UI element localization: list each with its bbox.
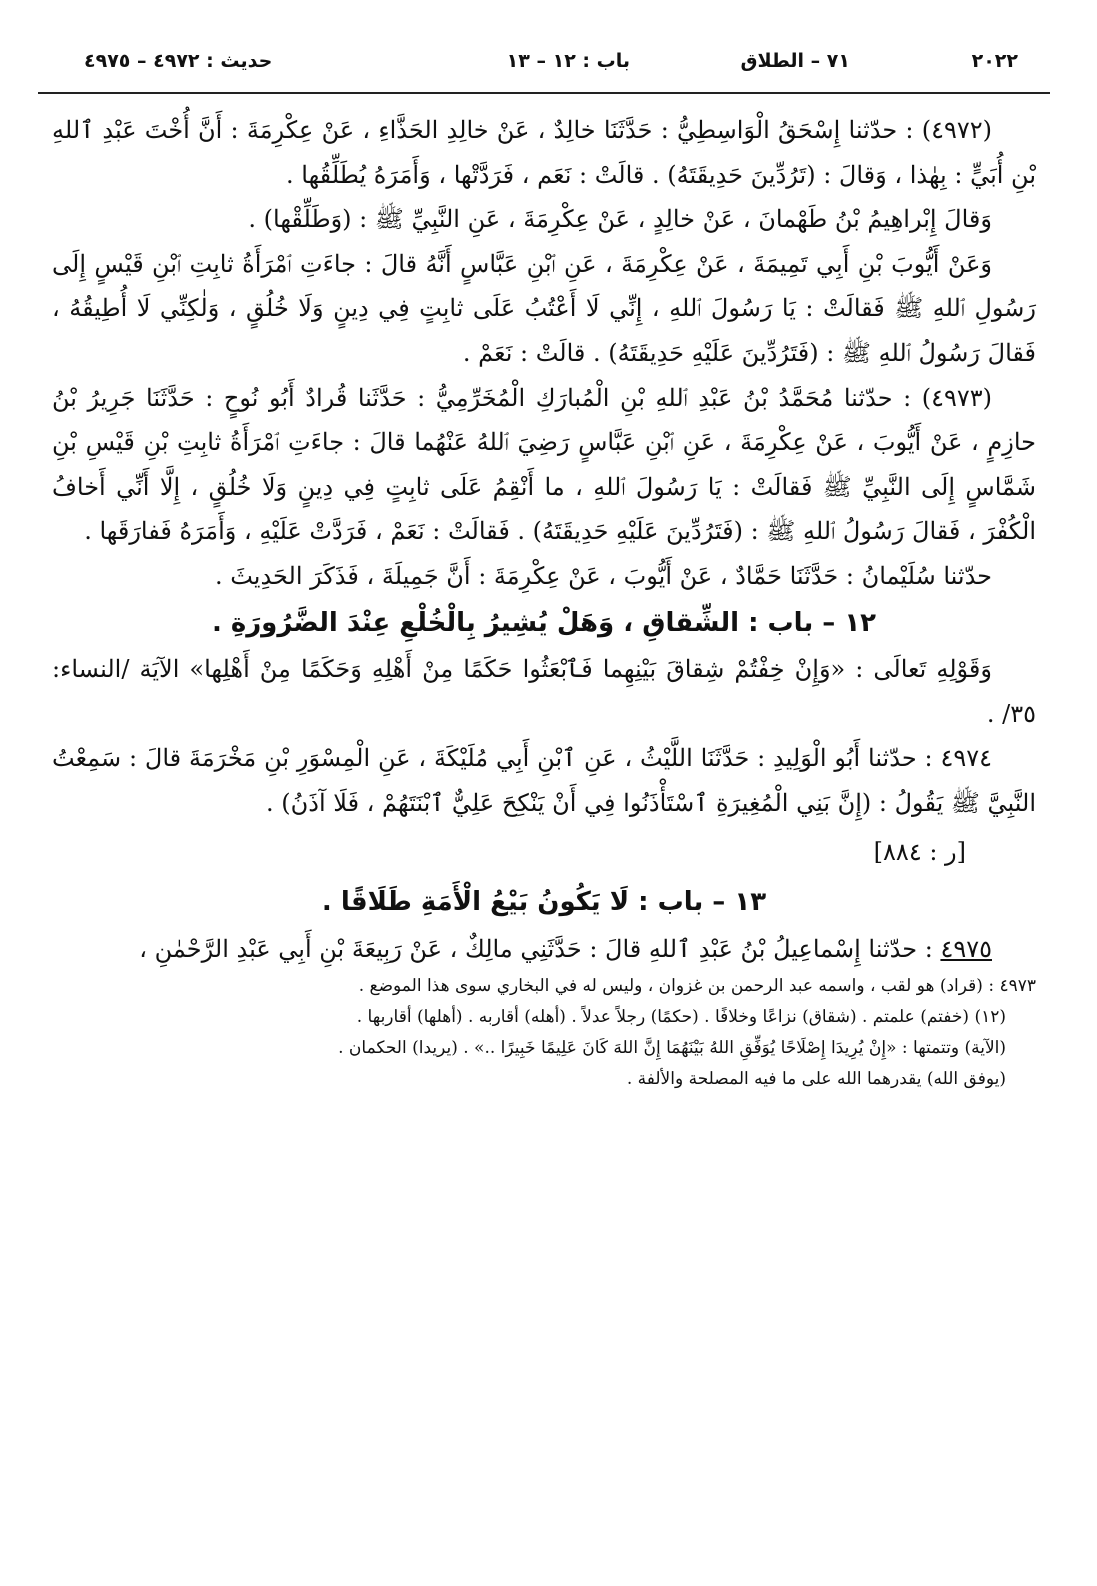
narration-ayyub: وَعَنْ أَيُّوبَ بْنِ أَبِي تَمِيمَةَ ، عَنْ عِكْرِمَةَ ، عَنِ ٱبْنِ عَبَّاسٍ أَنَّهُ قالَ : جاءَتِ ٱمْرَأَةُ ثابِتِ ٱبْنِ قَيْسٍ إِلَى رَسُولِ ٱللهِ ﷺ فَقالَتْ : يَا رَسُولَ ٱللهِ ، إِنِّي لَا أَعْتُبُ عَلَى ثابِتٍ فِي دِينٍ وَلَا خُلُقٍ ، وَلٰكِنِّي لَا أُطِيقُهُ ، فَقالَ رَسُولُ ٱللهِ ﷺ : (فَتَرُدِّينَ عَلَيْهِ حَدِيقَتَهُ) . قالَتْ : نَعَمْ . — [52, 249, 1036, 367]
chapter-12-heading: ١٢ – باب : الشِّقاقِ ، وَهَلْ يُشِيرُ بِالْخُلْعِ عِنْدَ الضَّرُورَةِ . — [211, 607, 877, 638]
page-header — [38, 40, 1050, 80]
main-text — [38, 108, 1050, 971]
hadith-4975-number: ٤٩٧٥ — [940, 934, 992, 963]
footnotes — [38, 971, 1050, 1095]
quran-verse: وَقَوْلِهِ تَعالَى : «وَإِنْ خِفْتُمْ شِقاقَ بَيْنِهِما فَٱبْعَثُوا حَكَمًا مِنْ أَهْلِهِ وَحَكَمًا مِنْ أَهْلِها» الآيَة /النساء: ٣٥/ . — [52, 655, 1036, 728]
footnote-12-c: (يوفق الله) يقدرهما الله على ما فيه المصلحة والألفة . — [626, 1069, 1006, 1090]
hadith-range: حديث : ٤٩٧٢ – ٤٩٧٥ — [84, 50, 273, 72]
footnote-12-b: (الآية) وتتمتها : «إِنْ يُرِيدَا إِصْلَاحًا يُوَفِّقِ اللهُ بَيْنَهُمَا إِنَّ اللهَ كَانَ عَلِيمًا خَبِيرًا ..» . (يريدا) الحكمان . — [338, 1038, 1006, 1059]
footnote-12-a: (١٢) (خفتم) علمتم . (شقاق) نزاعًا وخلافًا . (حكمًا) رجلاً عدلاً . (أهله) أقاربه . (أهلها) أقاربها . — [356, 1007, 1006, 1028]
hadith-4972: (٤٩٧٢) : حدّثنا إِسْحَقُ الْوَاسِطِيُّ : حَدَّثَنَا خالِدٌ ، عَنْ خالِدِ الحَذَّاءِ ، عَنْ عِكْرِمَةَ : أَنَّ أُخْتَ عَبْدِ ٱللهِ بْنِ أُبَيٍّ : بِهٰذا ، وَقالَ : (تَرُدِّينَ حَدِيقَتَهُ) . قالَتْ : نَعَم ، فَرَدَّتْها ، وَأَمَرَهُ يُطَلِّقُها . — [52, 116, 1036, 189]
footnote-4973: ٤٩٧٣ : (قراد) هو لقب ، واسمه عبد الرحمن بن غزوان ، وليس له في البخاري سوى هذا الموضع . — [358, 976, 1036, 997]
hadith-4974: ٤٩٧٤ : حدّثنا أَبُو الْوَلِيدِ : حَدَّثَنَا اللَّيْثُ ، عَنِ ٱبْنِ أَبِي مُلَيْكَةَ ، عَنِ الْمِسْوَرِ بْنِ مَخْرَمَةَ قالَ : سَمِعْتُ النَّبِيَّ ﷺ يَقُولُ : (إِنَّ بَنِي الْمُغِيرَةِ ٱسْتَأْذَنُوا فِي أَنْ يَنْكِحَ عَلِيٌّ ٱبْنَتَهُمْ ، فَلَا آذَنُ) . — [52, 744, 1036, 817]
narration-ibrahim: وَقالَ إِبْراهِيمُ بْنُ طَهْمانَ ، عَنْ خالِدٍ ، عَنْ عِكْرِمَةَ ، عَنِ النَّبِيِّ ﷺ : (وَطَلِّقْها) . — [248, 205, 992, 234]
cross-reference: [ر : ٨٨٤] — [873, 837, 966, 866]
narration-sulayman: حدّثنا سُلَيْمانُ : حَدَّثَنَا حَمَّادٌ ، عَنْ أَيُّوبَ ، عَنْ عِكْرِمَةَ : أَنَّ جَمِيلَةَ ، فَذَكَرَ الحَدِيثَ . — [214, 561, 992, 590]
chapter-13-heading: ١٣ – باب : لَا يَكُونُ بَيْعُ الْأَمَةِ طَلَاقًا . — [321, 887, 767, 918]
hadith-4973: (٤٩٧٣) : حدّثنا مُحَمَّدُ بْنُ عَبْدِ ٱللهِ بْنِ الْمُبارَكِ الْمُخَرِّمِيُّ : حَدَّثَنا قُرادٌ أَبُو نُوحٍ : حَدَّثَنَا جَرِيرُ بْنُ حازِمٍ ، عَنْ أَيُّوبَ ، عَنْ عِكْرِمَةَ ، عَنِ ٱبْنِ عَبَّاسٍ رَضِيَ ٱللهُ عَنْهُما قالَ : جاءَتِ ٱمْرَأَةُ ثابِتِ بْنِ قَيْسِ بْنِ شَمَّاسٍ إِلَى النَّبِيِّ ﷺ فَقالَتْ : يَا رَسُولَ ٱللهِ ، ما أَنْقِمُ عَلَى ثابِتٍ فِي دِينٍ وَلَا خُلُقٍ ، إِلَّا أَنِّي أَخافُ الْكُفْرَ ، فَقالَ رَسُولُ ٱللهِ ﷺ : (فَتَرُدِّينَ عَلَيْهِ حَدِيقَتَهُ) . فَقالَتْ : نَعَمْ ، فَرَدَّتْ عَلَيْهِ ، وَأَمَرَهُ فَفارَقَها . — [52, 383, 1036, 546]
page-number: ٢٠٢٢ — [971, 50, 1018, 72]
document-page — [38, 40, 1050, 1095]
hadith-4975-text: : حدّثنا إِسْماعِيلُ بْنُ عَبْدِ ٱللهِ قالَ : حَدَّثَنِي مالِكٌ ، عَنْ رَبِيعَةَ بْنِ أَبِي عَبْدِ الرَّحْمٰنِ ، — [139, 934, 941, 963]
chapter-range: باب : ١٢ – ١٣ — [506, 50, 630, 72]
hadith-4975 — [52, 927, 1036, 972]
book-title: ٧١ – الطلاق — [740, 50, 850, 72]
header-rule — [38, 92, 1050, 94]
